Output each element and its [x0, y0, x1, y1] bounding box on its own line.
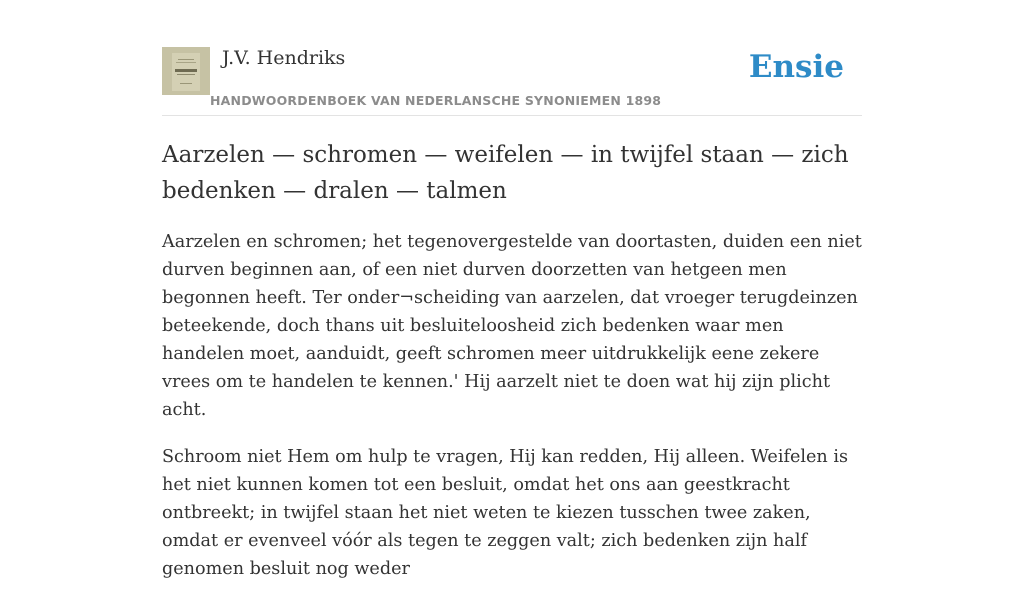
source-book-title[interactable]: HANDWOORDENBOEK VAN NEDERLANSCHE SYNONIEMEN 1898 [210, 93, 662, 108]
article-paragraph: Schroom niet Hem om hulp te vragen, Hij kan redden, Hij alleen. Weifelen is het niet kunnen komen tot een besluit, omdat het ons aan geestkracht ontbreekt; in twijfel staan het niet weten te kiezen tusschen twee zaken, omdat er evenveel vóór als tegen te zeggen valt; zich bedenken zijn half genomen besluit nog weder [162, 447, 848, 579]
ensie-logo-link[interactable]: Ensie [748, 49, 844, 85]
page-header [162, 46, 862, 116]
article-paragraph: Aarzelen en schromen; het tegenovergestelde van doortasten, duiden een niet durven beginnen aan, of een niet durven doorzetten van hetgeen men begonnen heeft. Ter onder¬scheiding van aarzelen, dat vroeger terugdeinzen beteekende, doch thans uit besluiteloosheid zich bedenken waar men handelen moet, aanduidt, geeft schromen meer uitdrukkelijk eene zekere vrees om te handelen te kennen.' Hij aarzelt niet te doen wat hij zijn plicht acht. [162, 232, 862, 420]
article-title: Aarzelen — schromen — weifelen — in twijfel staan — zich bedenken — dralen — talmen [162, 142, 849, 204]
author-name[interactable]: J.V. Hendriks [222, 47, 346, 69]
book-cover-icon[interactable] [162, 47, 210, 95]
article-body [162, 228, 866, 602]
